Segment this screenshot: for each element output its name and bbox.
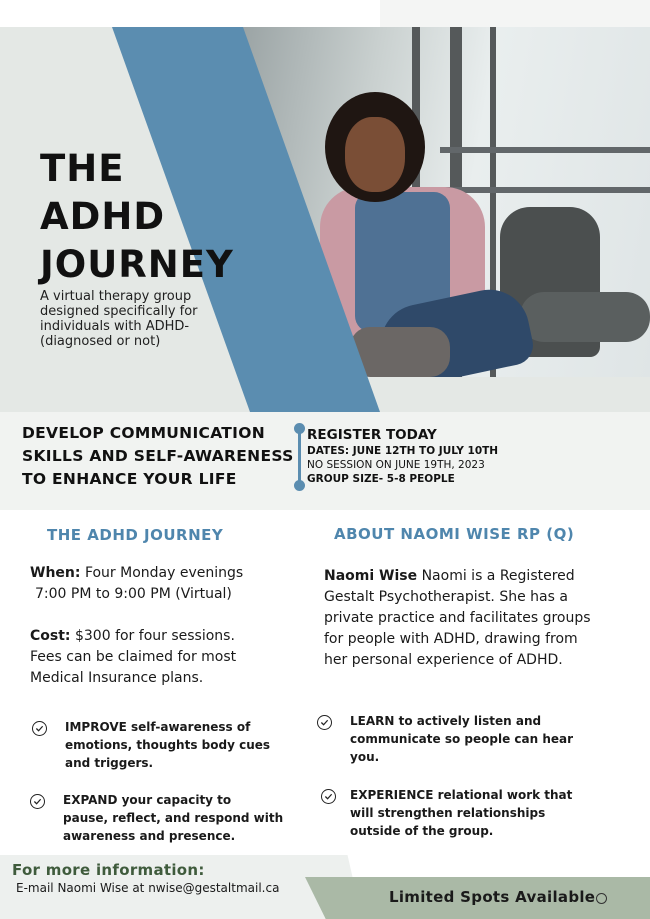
title-line: ADHD [40, 195, 166, 238]
tagline-line: TO ENHANCE YOUR LIFE [22, 470, 237, 488]
divider-dot [294, 423, 305, 434]
left-column-heading: THE ADHD JOURNEY [47, 526, 224, 544]
page-title [40, 145, 234, 289]
check-circle-icon [30, 794, 45, 809]
hero-section [0, 27, 650, 412]
bullet-text: LEARN to actively listen and communicate so people can hear you. [350, 714, 574, 764]
check-circle-icon [321, 789, 336, 804]
cost-note: Medical Insurance plans. [30, 670, 204, 686]
title-line: JOURNEY [40, 243, 234, 286]
dates: DATES: JUNE 12TH TO JULY 10TH [307, 445, 499, 457]
when-text: Four Monday evenings [84, 565, 244, 581]
divider-line [298, 428, 301, 486]
hero-subtitle: A virtual therapy group designed specifically for individuals with ADHD- (diagnosed or not) [40, 289, 198, 349]
check-circle-icon [317, 715, 332, 730]
tagline-line: SKILLS AND SELF-AWARENESS [22, 447, 294, 465]
list-item [317, 712, 573, 766]
list-item [30, 791, 283, 845]
bullet-text: EXPERIENCE relational work that will strengthen relationships outside of the group. [350, 788, 573, 838]
cost-note: Fees can be claimed for most [30, 649, 237, 665]
limited-spots-text: Limited Spots Available [389, 888, 596, 906]
divider-dot [294, 480, 305, 491]
no-session-note: NO SESSION ON JUNE 19TH, 2023 [307, 459, 485, 471]
cost-label: Cost: [30, 628, 71, 644]
bio: Naomi Wise Naomi is a Registered Gestalt Psychotherapist. She has a private practice and facilitates groups for people with ADHD, drawing from her personal experience of ADHD. [324, 568, 591, 668]
when-label: When: [30, 565, 81, 581]
cost-info [30, 626, 236, 689]
when-time: 7:00 PM to 9:00 PM (Virtual) [35, 586, 232, 602]
list-item [32, 718, 270, 772]
registration-info [307, 427, 498, 486]
bullet-text: IMPROVE self-awareness of emotions, thoughts body cues and triggers. [65, 720, 271, 770]
more-info-heading: For more information: [12, 861, 205, 879]
cost-text: $300 for four sessions. [74, 628, 235, 644]
group-size: GROUP SIZE- 5-8 PEOPLE [307, 473, 455, 485]
register-heading: REGISTER TODAY [307, 427, 437, 443]
tagline-line: DEVELOP COMMUNICATION [22, 424, 265, 442]
top-notch [380, 0, 650, 27]
email-contact[interactable]: E-mail Naomi Wise at nwise@gestaltmail.ca [16, 881, 280, 895]
bio-name: Naomi Wise [324, 568, 418, 584]
bullet-text: EXPAND your capacity to pause, reflect, and respond with awareness and presence. [63, 793, 284, 843]
when-info [30, 563, 243, 605]
right-column-heading: ABOUT NAOMI WISE RP (Q) [334, 525, 575, 543]
list-item [321, 786, 572, 840]
title-line: THE [40, 147, 125, 190]
tagline [22, 422, 294, 491]
check-circle-icon [32, 721, 47, 736]
circle-icon [596, 893, 607, 904]
